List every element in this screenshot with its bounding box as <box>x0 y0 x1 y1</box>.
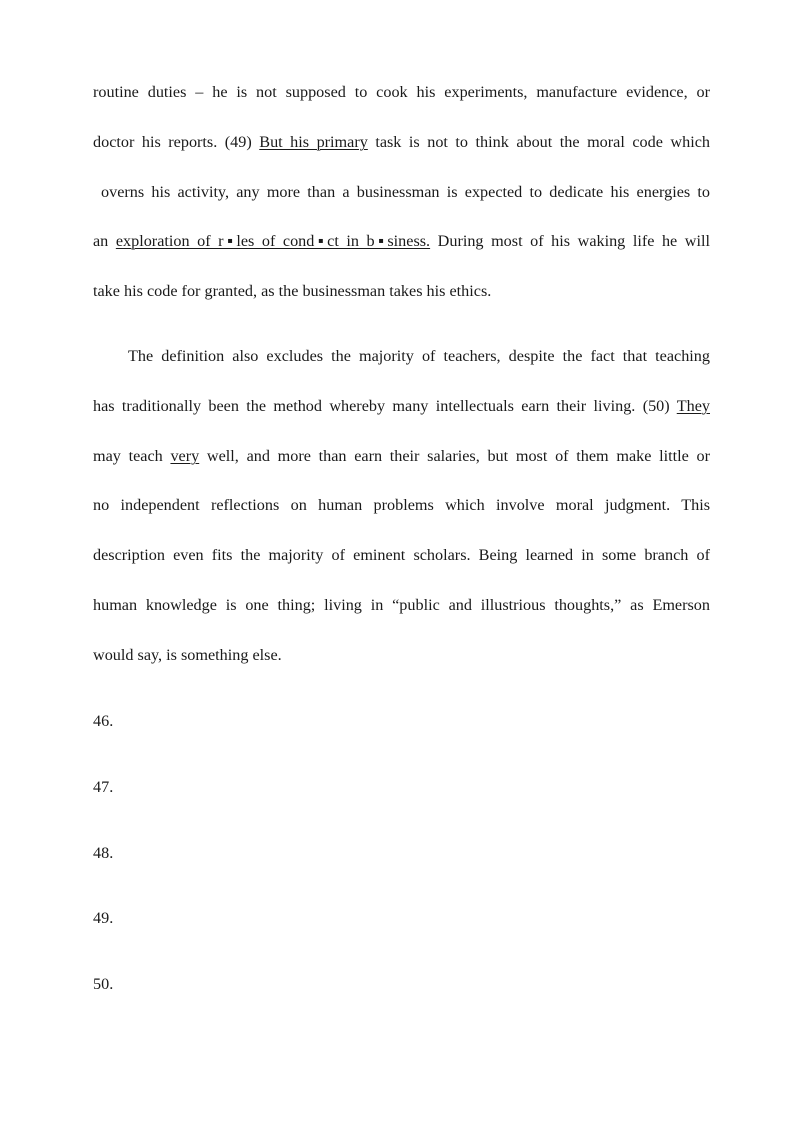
answer-number-47: 47. <box>93 778 114 796</box>
text-run: doctor his reports. (49) <box>93 133 260 151</box>
paragraph-2-line-4 <box>93 495 710 515</box>
text-run: During most of his waking life he will <box>430 232 710 250</box>
text-run: overns his activity, any more than a businessman is expected to dedicate his energies to <box>101 183 710 201</box>
text-run: human knowledge is one thing; living in “public and illustrious thoughts,” as Emerson <box>93 596 710 614</box>
paragraph-2-line-6 <box>93 595 710 615</box>
underlined-phrase-48: exploration of r▪les of cond▪ct in b▪siness. <box>115 232 431 250</box>
paragraph-2-line-7 <box>93 645 710 665</box>
text-run: The definition also excludes the majority of teachers, despite the fact that teaching <box>128 347 710 365</box>
answer-number-49: 49. <box>93 909 114 927</box>
text-run: an <box>93 232 116 250</box>
answer-number-46: 46. <box>93 712 114 730</box>
answer-number-48: 48. <box>93 844 114 862</box>
paragraph-1-line-5 <box>93 281 710 301</box>
text-run: has traditionally been the method whereby many intellectuals earn their living. (50) <box>93 397 677 415</box>
paragraph-1-line-1 <box>93 82 710 102</box>
text-run: no independent reflections on human problems which involve moral judgment. This <box>93 496 710 514</box>
answer-number-50: 50. <box>93 975 114 993</box>
underlined-phrase-50: They <box>676 397 710 415</box>
text-run: take his code for granted, as the businessman takes his ethics. <box>93 282 492 300</box>
paragraph-1-line-4 <box>93 231 710 251</box>
text-run: well, and more than earn their salaries, but most of them make little or <box>199 447 710 465</box>
text-run: routine duties – he is not supposed to cook his experiments, manufacture evidence, or <box>93 83 710 101</box>
text-run: task is not to think about the moral code which <box>367 133 710 151</box>
underlined-phrase-50-cont: very <box>170 447 200 465</box>
text-run: description even fits the majority of eminent scholars. Being learned in some branch of <box>93 546 710 564</box>
paragraph-2-line-1 <box>128 346 710 366</box>
paragraph-2-line-5 <box>93 545 710 565</box>
paragraph-2-line-3 <box>93 446 710 466</box>
text-run: would say, is something else. <box>93 646 282 664</box>
paragraph-1-line-2 <box>93 132 710 152</box>
underlined-phrase-49: But his primary <box>259 133 368 151</box>
paragraph-1-line-3 <box>101 182 710 202</box>
paragraph-2-line-2 <box>93 396 710 416</box>
text-run: may teach <box>93 447 171 465</box>
